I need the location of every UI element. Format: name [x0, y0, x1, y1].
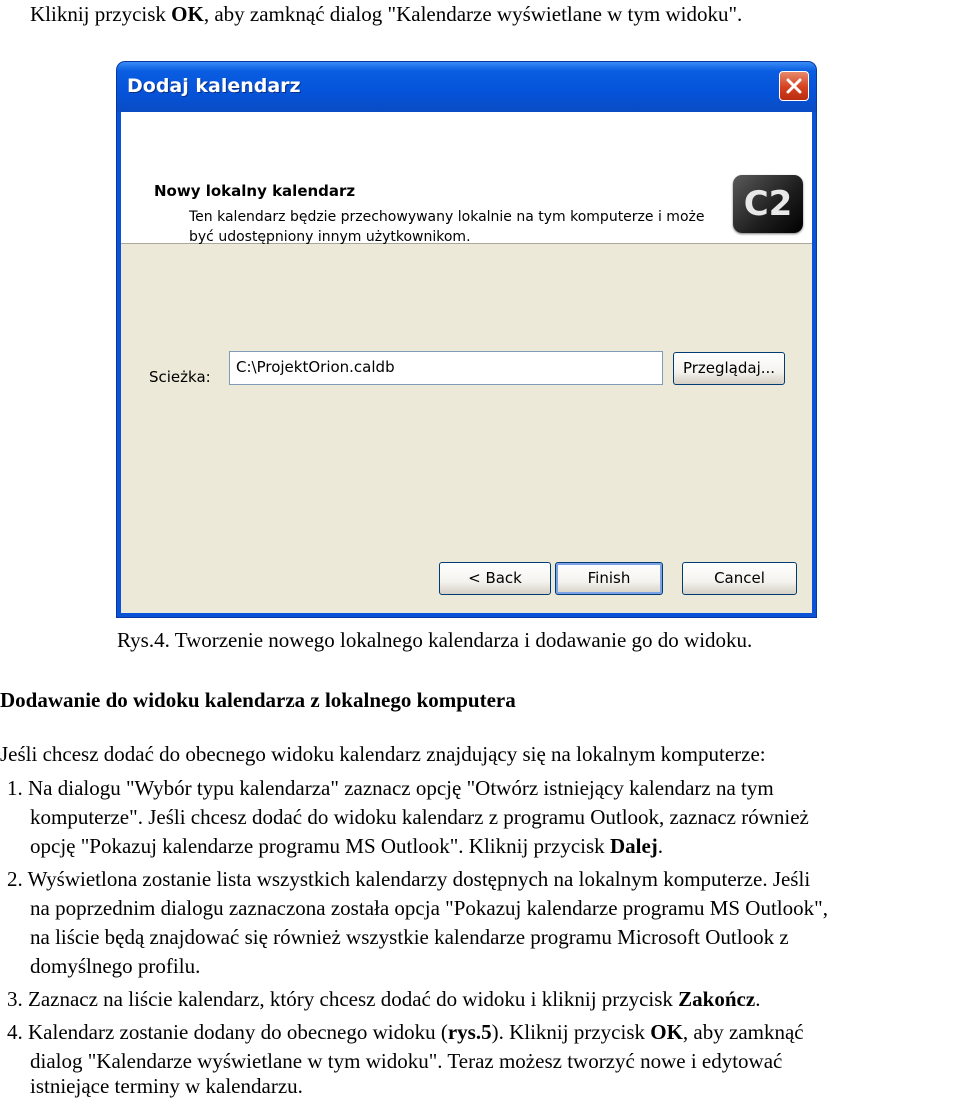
dialog-titlebar [117, 62, 816, 112]
step3-text: 3. Zaznacz na liście kalendarz, który chcesz dodać do widoku i kliknij przycisk [7, 987, 679, 1011]
step3-zakoncz-bold: Zakończ [678, 987, 756, 1011]
dialog-header-panel [121, 112, 812, 244]
step2-line2: na poprzednim dialogu zaznaczona została opcja "Pokazuj kalendarze programu MS Outlook", [30, 896, 828, 920]
step4-text-a: 4. Kalendarz zostanie dodany do obecnego widoku ( [7, 1020, 448, 1044]
dialog-title: Dodaj kalendarz [127, 75, 301, 97]
step3-line [7, 985, 760, 1014]
intro-paragraph: Jeśli chcesz dodać do obecnego widoku kalendarz znajdujący się na lokalnym komputerze: [0, 742, 766, 766]
section-heading: Dodawanie do widoku kalendarza z lokalnego komputera [0, 688, 516, 712]
header-title: Nowy lokalny kalendarz [154, 182, 356, 200]
step4-line3: istniejące terminy w kalendarzu. [30, 1074, 303, 1098]
step1-dalej-bold: Dalej [609, 834, 658, 858]
step1-line3 [30, 832, 663, 861]
header-description: Ten kalendarz będzie przechowywany lokalnie na tym komputerze i może być udostępniony innym użytkownikom. [189, 209, 705, 245]
path-input[interactable]: C:\ProjektOrion.caldb [229, 351, 663, 385]
step2-line4: domyślnego profilu. [30, 954, 201, 978]
step4-line1 [7, 1018, 804, 1047]
step4-line2: dialog "Kalendarze wyświetlane w tym widoku". Teraz możesz tworzyć nowe i edytować [30, 1049, 783, 1073]
path-label: Scieżka: [149, 368, 211, 386]
intro-ok-bold: OK [171, 2, 204, 26]
finish-button[interactable]: Finish [555, 562, 663, 595]
intro-after: , aby zamknąć dialog "Kalendarze wyświetlane w tym widoku". [203, 2, 743, 26]
step3-end: . [755, 987, 761, 1011]
step4-text-c: ). Kliknij przycisk [491, 1020, 651, 1044]
intro-text [30, 0, 742, 29]
logo-text: C2 [743, 184, 793, 224]
close-icon [786, 78, 802, 94]
back-button[interactable]: < Back [439, 562, 551, 595]
add-calendar-dialog [117, 62, 816, 617]
browse-button[interactable]: Przeglądaj... [673, 352, 785, 385]
c2-logo [733, 175, 803, 233]
cancel-button[interactable]: Cancel [682, 562, 797, 595]
step1-line3-text: opcję "Pokazuj kalendarze programu MS Outlook". Kliknij przycisk [30, 834, 610, 858]
dialog-client-area [121, 112, 812, 613]
step2-line3: na liście będą znajdować się również wszystkie kalendarze programu Microsoft Outlook z [30, 925, 789, 949]
step1-line1: 1. Na dialogu "Wybór typu kalendarza" zaznacz opcję "Otwórz istniejący kalendarz na tym [7, 776, 774, 800]
step1-line3-end: . [657, 834, 664, 858]
step1-line2: komputerze". Jeśli chcesz dodać do widoku kalendarz z programu Outlook, zaznacz również [30, 805, 809, 829]
step4-text-e: , aby zamknąć [682, 1020, 804, 1044]
figure-caption: Rys.4. Tworzenie nowego lokalnego kalendarza i dodawanie go do widoku. [117, 628, 753, 652]
step2-line1: 2. Wyświetlona zostanie lista wszystkich kalendarzy dostępnych na lokalnym komputerze. Jeśli [7, 867, 811, 891]
step4-ok-bold: OK [650, 1020, 683, 1044]
close-button[interactable] [779, 71, 809, 101]
intro-before: Kliknij przycisk [30, 2, 172, 26]
step4-rys5-bold: rys.5 [447, 1020, 492, 1044]
